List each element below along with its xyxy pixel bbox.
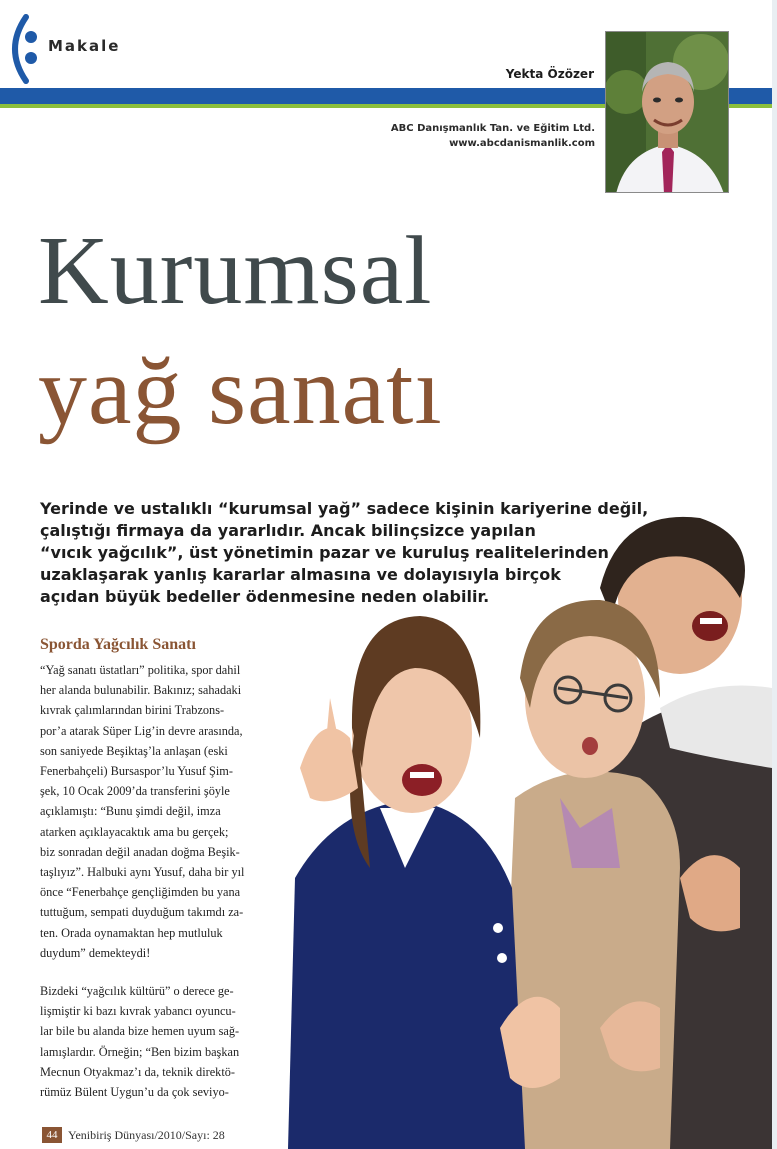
article-paragraph-1 xyxy=(40,660,250,963)
body-line: lamışlardır. Örneğin; “Ben bizim başkan xyxy=(40,1044,240,1059)
body-line: atarken açıklayacaktık ama bu gerçek; xyxy=(40,824,229,839)
body-line: kıvrak çalımlarından birini Trabzons- xyxy=(40,703,225,718)
body-line: taşlıyız”. Halbuki aynı Yusuf, daha bir yıl xyxy=(40,865,245,880)
article-title-line1: Kurumsal xyxy=(38,217,433,325)
body-line: son saniyede Beşiktaş’la anlaşan (eski xyxy=(40,743,228,758)
parenthesis-colon-logo-icon xyxy=(4,14,44,84)
body-line: her alanda bulunabilir. Bakınız; sahadaki xyxy=(40,683,242,698)
page-edge xyxy=(772,0,777,1149)
lead-line: Yerinde ve ustalıklı “kurumsal yağ” sadece kişinin kariyerine değil, xyxy=(40,499,649,518)
author-name: Yekta Özözer xyxy=(505,67,594,81)
article-title-line2: yağ sanatı xyxy=(38,337,443,445)
lead-line: açıdan büyük bedeller ödenmesine neden olabilir. xyxy=(40,587,490,606)
paragraph-gap xyxy=(40,963,250,981)
article-paragraph-2 xyxy=(40,981,250,1102)
body-line: şek, 10 Ocak 2009’da transferini şöyle xyxy=(40,784,230,799)
company-name: ABC Danışmanlık Tan. ve Eğitim Ltd. xyxy=(390,123,595,134)
body-line: lar bile bu alanda bize hemen uyum sağ- xyxy=(40,1024,240,1039)
author-company xyxy=(391,121,595,151)
section-label: Makale xyxy=(48,37,121,55)
body-line: açıklamıştı: “Bunu şimdi değil, imza xyxy=(40,804,221,819)
body-line: ten. Orada oynamaktan hep mutluluk xyxy=(40,925,223,940)
lead-line: “vıcık yağcılık”, üst yönetimin pazar ve kuruluş realitelerinden xyxy=(40,543,609,562)
body-line: tuttuğum, sempati duyduğum takımdı za- xyxy=(40,905,244,920)
body-line: “Yağ sanatı üstatları” politika, spor dahil xyxy=(40,663,241,677)
author-photo xyxy=(605,31,729,193)
body-line: Mecnun Otyakmaz’ı da, teknik direktö- xyxy=(40,1064,235,1079)
body-line: Fenerbahçeli) Bursaspor’lu Yusuf Şim- xyxy=(40,764,233,779)
author-portrait-image xyxy=(606,32,729,193)
body-line: önce “Fenerbahçe gençliğimden bu yana xyxy=(40,885,241,900)
body-line: por’a atarak Süper Lig’in devre arasında, xyxy=(40,723,243,738)
page-number: 44 xyxy=(42,1127,62,1143)
body-line: rümüz Bülent Uygun’u da çok seviyo- xyxy=(40,1085,229,1100)
company-website[interactable]: www.abcdanismanlik.com xyxy=(449,138,595,149)
lead-line: çalıştığı firmaya da yararlıdır. Ancak bilinçsizce yapılan xyxy=(40,521,536,540)
body-line: biz sonradan değil anadan doğma Beşik- xyxy=(40,844,240,859)
publication-footer: Yenibiriş Dünyası/2010/Sayı: 28 xyxy=(68,1128,225,1142)
body-line: Bizdeki “yağcılık kültürü” o derece ge- xyxy=(40,984,234,999)
body-line: lişmiştir ki bazı kıvrak yabancı oyuncu- xyxy=(40,1004,236,1019)
article-body-column xyxy=(40,636,250,1102)
thumbs-up-people-photo xyxy=(240,508,772,1149)
article-subhead: Sporda Yağcılık Sanatı xyxy=(40,636,196,653)
lead-line: uzaklaşarak yanlış kararlar almasına ve dolayısıyla birçok xyxy=(40,565,561,584)
body-line: duydum” demekteydi! xyxy=(40,945,151,960)
